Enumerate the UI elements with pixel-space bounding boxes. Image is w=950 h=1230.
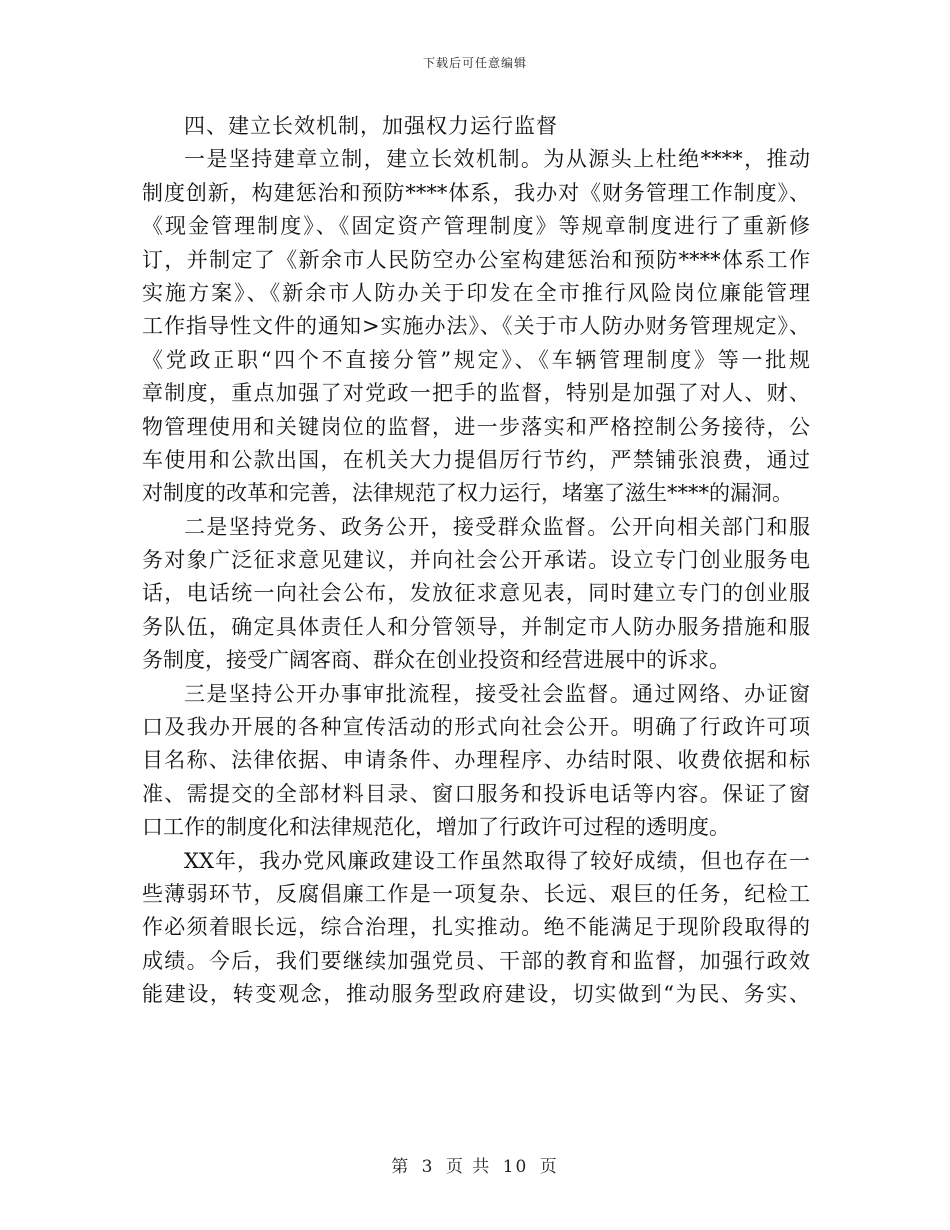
paragraph-line: 务制度，接受广阔客商、群众在创业投资和经营进展中的诉求。 [142, 648, 730, 673]
paragraph-line: XX年，我办党风廉政建设工作虽然取得了较好成绩，但也存在一 [184, 848, 810, 873]
document-body [142, 110, 810, 1012]
paragraph-line: 些薄弱环节，反腐倡廉工作是一项复杂、长远、艰巨的任务，纪检工 [142, 881, 810, 906]
paragraph-line: 订，并制定了《新余市人民防空办公室构建惩治和预防****体系工作 [142, 247, 810, 272]
paragraph-line: 《党政正职“四个不直接分管”规定》、《车辆管理制度》等一批规 [142, 347, 810, 372]
paragraph-line: 物管理使用和关键岗位的监督，进一步落实和严格控制公务接待，公 [142, 414, 810, 439]
paragraph-line: 二是坚持党务、政务公开，接受群众监督。公开向相关部门和服 [184, 514, 810, 539]
paragraph-line: 口及我办开展的各种宣传活动的形式向社会公开。明确了行政许可项 [142, 715, 810, 740]
paragraph-line: 口工作的制度化和法律规范化，增加了行政许可过程的透明度。 [142, 815, 730, 840]
page-header: 下载后可任意编辑 [422, 56, 527, 70]
paragraph-line: 《现金管理制度》、《固定资产管理制度》等规章制度进行了重新修 [142, 214, 810, 239]
page-footer [0, 1152, 950, 1177]
paragraph-line: 制度创新，构建惩治和预防****体系，我办对《财务管理工作制度》、 [142, 180, 810, 205]
paragraph-line: 一是坚持建章立制，建立长效机制。为从源头上杜绝****，推动 [184, 147, 810, 172]
paragraph-line: 务队伍，确定具体责任人和分管领导，并制定市人防办服务措施和服 [142, 614, 810, 639]
paragraph-line: 话，电话统一向社会公布，发放征求意见表，同时建立专门的创业服 [142, 581, 810, 606]
paragraph-line: 成绩。今后，我们要继续加强党员、干部的教育和监督，加强行政效 [142, 948, 810, 973]
paragraph-line: 对制度的改革和完善，法律规范了权力运行，堵塞了滋生****的漏洞。 [142, 481, 793, 506]
footer-current-page: 3 [421, 1157, 435, 1177]
paragraph-line: 工作指导性文件的通知>实施办法》、《关于市人防办财务管理规定》、 [142, 314, 810, 339]
footer-prefix: 第 [391, 1157, 411, 1177]
paragraph-line: 目名称、法律依据、申请条件、办理程序、办结时限、收费依据和标 [142, 748, 810, 773]
footer-total-pages: 10 [502, 1157, 529, 1177]
paragraph-line: 章制度，重点加强了对党政一把手的监督，特别是加强了对人、财、 [142, 381, 810, 406]
footer-middle: 页 共 [445, 1157, 492, 1177]
paragraph-line: 作必须着眼长远，综合治理，扎实推动。绝不能满足于现阶段取得的 [142, 915, 810, 940]
section-heading: 四、建立长效机制，加强权力运行监督 [184, 114, 558, 138]
paragraph-line: 三是坚持公开办事审批流程，接受社会监督。通过网络、办证窗 [184, 681, 810, 706]
paragraph-line: 实施方案》、《新余市人防办关于印发在全市推行风险岗位廉能管理 [142, 280, 810, 305]
paragraph-line: 车使用和公款出国，在机关大力提倡厉行节约，严禁铺张浪费，通过 [142, 447, 810, 472]
footer-suffix: 页 [539, 1157, 559, 1177]
paragraph-line: 务对象广泛征求意见建议，并向社会公开承诺。设立专门创业服务电 [142, 548, 810, 573]
paragraph-line: 准、需提交的全部材料目录、窗口服务和投诉电话等内容。保证了窗 [142, 781, 810, 806]
paragraph-line: 能建设，转变观念，推动服务型政府建设，切实做到“为民、务实、 [142, 982, 810, 1007]
